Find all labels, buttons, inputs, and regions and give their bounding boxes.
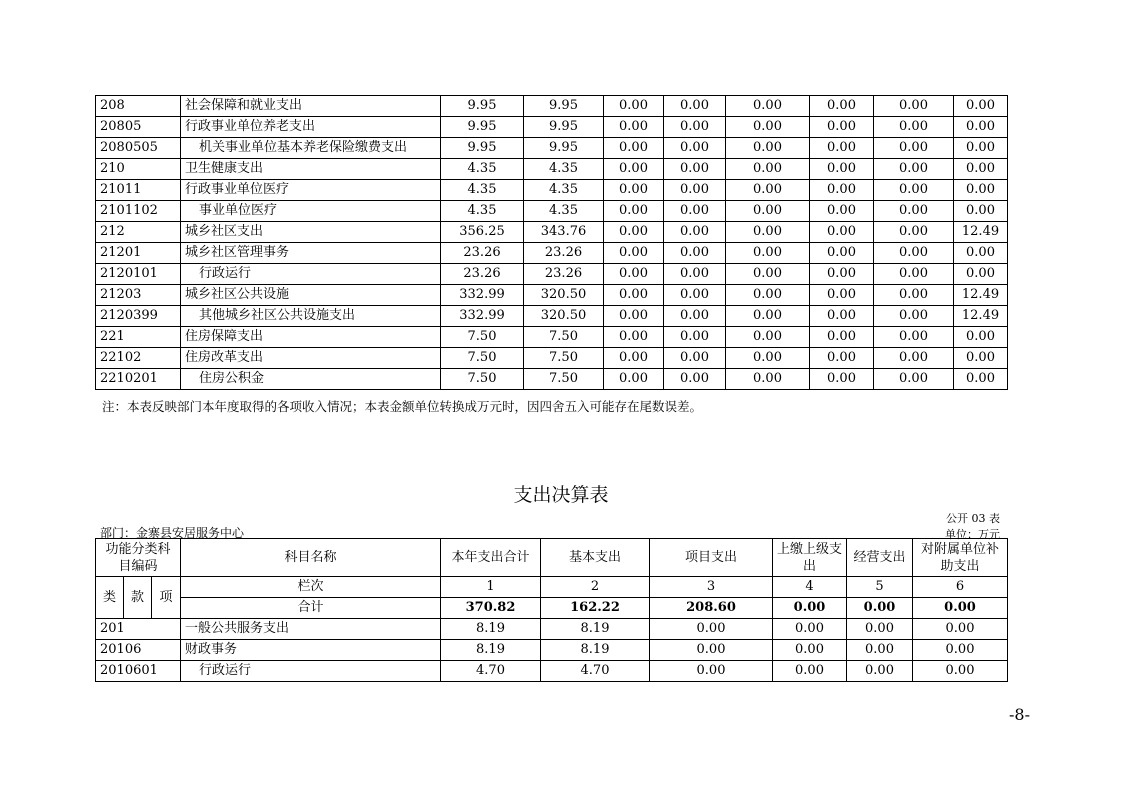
row-value: 0.00 <box>726 201 810 222</box>
form-number: 公开 03 表 <box>946 512 1000 525</box>
row-value: 0.00 <box>954 264 1008 285</box>
row-value: 0.00 <box>810 243 874 264</box>
col-num: 5 <box>847 577 913 598</box>
row-value: 7.50 <box>441 369 524 390</box>
row-value: 0.00 <box>874 180 954 201</box>
row-name: 行政运行 <box>181 661 441 682</box>
header-basic: 基本支出 <box>541 539 650 577</box>
row-value: 8.19 <box>441 619 541 640</box>
total-label: 合计 <box>181 598 441 619</box>
row-value: 0.00 <box>810 348 874 369</box>
row-value: 0.00 <box>604 138 664 159</box>
row-value: 0.00 <box>954 201 1008 222</box>
header-subsidy: 对附属单位补助支出 <box>913 539 1008 577</box>
row-value: 332.99 <box>441 306 524 327</box>
row-value: 4.70 <box>541 661 650 682</box>
row-value: 0.00 <box>954 96 1008 117</box>
header-business: 经营支出 <box>847 539 913 577</box>
col-num: 4 <box>773 577 847 598</box>
row-value: 12.49 <box>954 285 1008 306</box>
row-value: 0.00 <box>913 661 1008 682</box>
row-name: 住房公积金 <box>181 369 441 390</box>
table-row <box>96 243 1008 264</box>
row-value: 23.26 <box>441 264 524 285</box>
row-value: 0.00 <box>604 243 664 264</box>
row-value: 343.76 <box>524 222 604 243</box>
row-value: 0.00 <box>664 264 726 285</box>
row-value: 23.26 <box>524 243 604 264</box>
row-value: 7.50 <box>441 348 524 369</box>
row-value: 7.50 <box>524 369 604 390</box>
table-row <box>96 348 1008 369</box>
row-value: 4.35 <box>441 159 524 180</box>
row-value: 320.50 <box>524 306 604 327</box>
row-name: 行政事业单位医疗 <box>181 180 441 201</box>
row-code: 20805 <box>96 117 181 138</box>
row-value: 0.00 <box>874 159 954 180</box>
row-value: 0.00 <box>726 306 810 327</box>
row-code: 2101102 <box>96 201 181 222</box>
row-value: 356.25 <box>441 222 524 243</box>
col-num: 3 <box>650 577 773 598</box>
row-value: 0.00 <box>726 180 810 201</box>
row-value: 0.00 <box>664 369 726 390</box>
row-value: 0.00 <box>810 180 874 201</box>
row-value: 8.19 <box>541 640 650 661</box>
total-value: 0.00 <box>773 598 847 619</box>
row-value: 0.00 <box>664 180 726 201</box>
row-value: 4.35 <box>524 201 604 222</box>
row-code: 2120101 <box>96 264 181 285</box>
row-value: 0.00 <box>954 327 1008 348</box>
row-value: 0.00 <box>664 243 726 264</box>
row-value: 4.35 <box>524 159 604 180</box>
col-num: 6 <box>913 577 1008 598</box>
header-lei: 类 <box>96 577 124 619</box>
row-name: 一般公共服务支出 <box>181 619 441 640</box>
row-value: 0.00 <box>847 619 913 640</box>
row-value: 0.00 <box>874 117 954 138</box>
row-value: 4.35 <box>441 201 524 222</box>
row-value: 0.00 <box>874 285 954 306</box>
row-value: 12.49 <box>954 306 1008 327</box>
row-value: 0.00 <box>726 159 810 180</box>
table-row <box>96 306 1008 327</box>
row-code: 208 <box>96 96 181 117</box>
row-value: 0.00 <box>810 222 874 243</box>
table-row <box>96 96 1008 117</box>
table-row <box>96 222 1008 243</box>
row-value: 7.50 <box>524 327 604 348</box>
row-value: 0.00 <box>874 96 954 117</box>
row-name: 卫生健康支出 <box>181 159 441 180</box>
row-value: 0.00 <box>810 201 874 222</box>
row-value: 0.00 <box>810 369 874 390</box>
row-code: 201 <box>96 619 181 640</box>
row-name: 事业单位医疗 <box>181 201 441 222</box>
row-value: 4.35 <box>441 180 524 201</box>
header-kuan: 款 <box>124 577 152 619</box>
row-value: 320.50 <box>524 285 604 306</box>
table-row <box>96 661 1008 682</box>
page-title: 支出决算表 <box>513 484 609 506</box>
total-value: 0.00 <box>913 598 1008 619</box>
total-value: 162.22 <box>541 598 650 619</box>
table-row <box>96 327 1008 348</box>
row-value: 0.00 <box>650 661 773 682</box>
row-value: 0.00 <box>664 138 726 159</box>
header-upper: 上缴上级支出 <box>773 539 847 577</box>
row-name: 城乡社区管理事务 <box>181 243 441 264</box>
row-value: 0.00 <box>726 222 810 243</box>
row-value: 0.00 <box>604 306 664 327</box>
row-value: 0.00 <box>773 640 847 661</box>
row-value: 0.00 <box>810 306 874 327</box>
row-value: 0.00 <box>604 264 664 285</box>
header-total: 本年支出合计 <box>441 539 541 577</box>
row-value: 9.95 <box>524 117 604 138</box>
row-code: 212 <box>96 222 181 243</box>
row-value: 0.00 <box>726 285 810 306</box>
row-value: 0.00 <box>726 348 810 369</box>
total-value: 370.82 <box>441 598 541 619</box>
header-name: 科目名称 <box>181 539 441 577</box>
row-value: 4.35 <box>524 180 604 201</box>
row-value: 0.00 <box>810 117 874 138</box>
row-value: 7.50 <box>441 327 524 348</box>
col-num: 2 <box>541 577 650 598</box>
header-project: 项目支出 <box>650 539 773 577</box>
row-name: 财政事务 <box>181 640 441 661</box>
expense-table <box>95 538 1008 682</box>
lanci-row <box>96 577 1008 598</box>
row-value: 0.00 <box>604 369 664 390</box>
row-value: 0.00 <box>954 243 1008 264</box>
row-value: 0.00 <box>604 117 664 138</box>
row-value: 0.00 <box>954 369 1008 390</box>
department-label: 部门：金寨县安居服务中心 <box>100 526 245 540</box>
row-value: 0.00 <box>810 159 874 180</box>
table-row <box>96 117 1008 138</box>
row-name: 住房改革支出 <box>181 348 441 369</box>
row-value: 0.00 <box>650 619 773 640</box>
row-code: 20106 <box>96 640 181 661</box>
table-row <box>96 369 1008 390</box>
row-code: 21201 <box>96 243 181 264</box>
row-value: 0.00 <box>650 640 773 661</box>
row-value: 0.00 <box>874 327 954 348</box>
col-num: 1 <box>441 577 541 598</box>
row-name: 住房保障支出 <box>181 327 441 348</box>
table-row <box>96 264 1008 285</box>
row-code: 2010601 <box>96 661 181 682</box>
row-value: 0.00 <box>604 180 664 201</box>
row-value: 0.00 <box>847 661 913 682</box>
row-code: 2120399 <box>96 306 181 327</box>
header-xiang: 项 <box>152 577 181 619</box>
row-value: 23.26 <box>524 264 604 285</box>
row-value: 0.00 <box>954 117 1008 138</box>
row-value: 0.00 <box>847 640 913 661</box>
row-value: 0.00 <box>874 348 954 369</box>
row-value: 0.00 <box>664 159 726 180</box>
row-name: 其他城乡社区公共设施支出 <box>181 306 441 327</box>
row-value: 0.00 <box>604 327 664 348</box>
row-code: 2210201 <box>96 369 181 390</box>
row-value: 8.19 <box>441 640 541 661</box>
row-value: 0.00 <box>954 348 1008 369</box>
row-value: 0.00 <box>810 327 874 348</box>
row-name: 城乡社区公共设施 <box>181 285 441 306</box>
row-code: 2080505 <box>96 138 181 159</box>
income-table-body <box>96 96 1008 390</box>
row-value: 9.95 <box>441 138 524 159</box>
row-value: 23.26 <box>441 243 524 264</box>
row-value: 7.50 <box>524 348 604 369</box>
row-value: 0.00 <box>773 619 847 640</box>
table-note: 注：本表反映部门本年度取得的各项收入情况；本表金额单位转换成万元时，因四舍五入可能存在尾数误差。 <box>102 399 703 414</box>
row-value: 0.00 <box>913 619 1008 640</box>
row-value: 8.19 <box>541 619 650 640</box>
row-value: 0.00 <box>726 117 810 138</box>
row-value: 12.49 <box>954 222 1008 243</box>
row-value: 332.99 <box>441 285 524 306</box>
row-value: 0.00 <box>604 285 664 306</box>
row-name: 行政运行 <box>181 264 441 285</box>
row-value: 0.00 <box>664 327 726 348</box>
row-value: 0.00 <box>664 96 726 117</box>
row-value: 4.70 <box>441 661 541 682</box>
row-value: 0.00 <box>726 243 810 264</box>
row-value: 0.00 <box>664 306 726 327</box>
row-name: 城乡社区支出 <box>181 222 441 243</box>
row-name: 行政事业单位养老支出 <box>181 117 441 138</box>
row-value: 0.00 <box>664 285 726 306</box>
row-value: 0.00 <box>954 159 1008 180</box>
row-value: 0.00 <box>874 138 954 159</box>
row-value: 9.95 <box>441 117 524 138</box>
row-code: 210 <box>96 159 181 180</box>
row-value: 0.00 <box>726 264 810 285</box>
header-row <box>96 539 1008 577</box>
row-value: 0.00 <box>726 327 810 348</box>
row-value: 0.00 <box>810 96 874 117</box>
table-row <box>96 285 1008 306</box>
header-code: 功能分类科目编码 <box>96 539 181 577</box>
row-value: 0.00 <box>726 96 810 117</box>
row-value: 0.00 <box>726 138 810 159</box>
row-value: 0.00 <box>874 201 954 222</box>
row-code: 221 <box>96 327 181 348</box>
table-row <box>96 619 1008 640</box>
row-value: 0.00 <box>664 201 726 222</box>
row-value: 0.00 <box>810 285 874 306</box>
table-row <box>96 159 1008 180</box>
table-row <box>96 180 1008 201</box>
page-number: -8- <box>1009 705 1030 724</box>
total-value: 208.60 <box>650 598 773 619</box>
row-value: 0.00 <box>954 138 1008 159</box>
table-row <box>96 201 1008 222</box>
table-row <box>96 640 1008 661</box>
row-value: 0.00 <box>874 264 954 285</box>
expense-table-body <box>96 539 1008 682</box>
row-value: 0.00 <box>664 222 726 243</box>
unit-label: 单位：万元 <box>945 528 1000 541</box>
row-value: 0.00 <box>874 306 954 327</box>
row-code: 21011 <box>96 180 181 201</box>
total-row <box>96 598 1008 619</box>
total-value: 0.00 <box>847 598 913 619</box>
lanci-label: 栏次 <box>181 577 441 598</box>
row-value: 0.00 <box>810 138 874 159</box>
row-value: 9.95 <box>524 138 604 159</box>
row-value: 0.00 <box>664 117 726 138</box>
row-value: 0.00 <box>913 640 1008 661</box>
row-value: 0.00 <box>604 201 664 222</box>
row-value: 0.00 <box>664 348 726 369</box>
table-row <box>96 138 1008 159</box>
row-value: 0.00 <box>874 243 954 264</box>
row-name: 社会保障和就业支出 <box>181 96 441 117</box>
row-value: 0.00 <box>726 369 810 390</box>
row-value: 0.00 <box>810 264 874 285</box>
row-value: 0.00 <box>954 180 1008 201</box>
row-code: 21203 <box>96 285 181 306</box>
row-value: 0.00 <box>874 369 954 390</box>
row-value: 0.00 <box>604 222 664 243</box>
row-value: 9.95 <box>524 96 604 117</box>
row-value: 0.00 <box>604 348 664 369</box>
row-name: 机关事业单位基本养老保险缴费支出 <box>181 138 441 159</box>
row-value: 9.95 <box>441 96 524 117</box>
row-value: 0.00 <box>773 661 847 682</box>
row-value: 0.00 <box>874 222 954 243</box>
row-value: 0.00 <box>604 96 664 117</box>
row-code: 22102 <box>96 348 181 369</box>
income-table <box>95 95 1008 390</box>
row-value: 0.00 <box>604 159 664 180</box>
